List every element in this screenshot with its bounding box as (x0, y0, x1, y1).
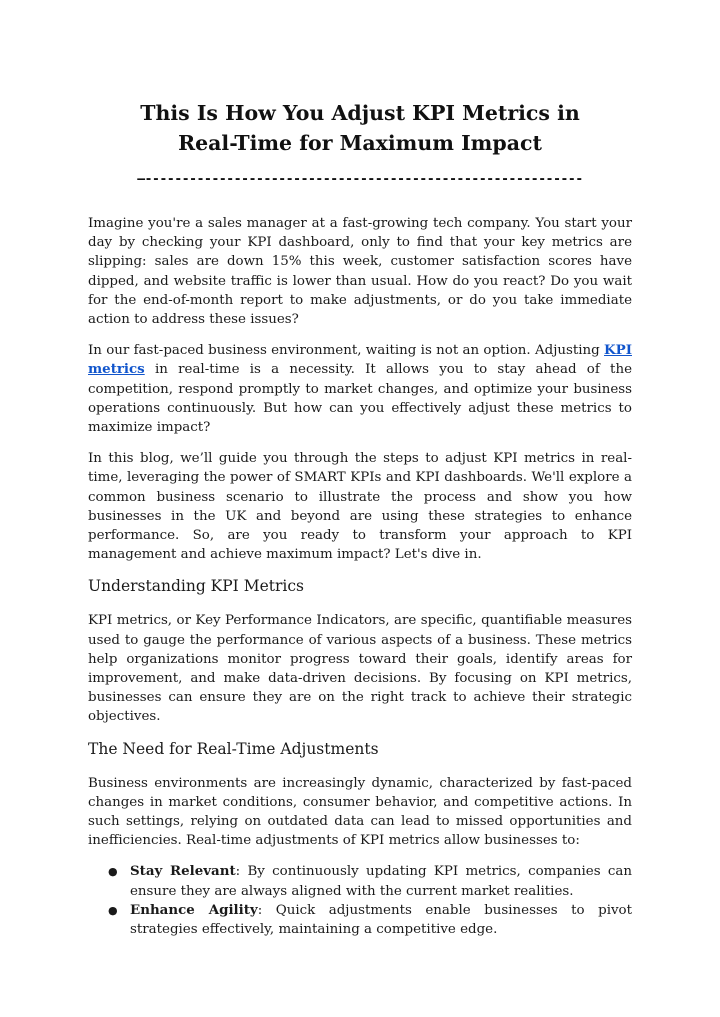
title-line-1: This Is How You Adjust KPI Metrics in (140, 101, 580, 125)
kpi-metrics-link[interactable]: KPI metrics (88, 342, 632, 378)
list-item (108, 901, 632, 939)
intro-paragraph: Imagine you're a sales manager at a fast-growing tech company. You start your day by checking your KPI dashboard, only to find that your key metrics are slipping: sales are down 15% this week, customer satisfaction scores have dipped, and website traffic is lower than usual. How do you react? Do you wait for the end-of-month report to make adjustments, or do you take immediate action to address these issues? (88, 216, 632, 328)
list-item-text: : By continuously updating KPI metrics, companies can ensure they are always aligned with the current market realities. (130, 864, 632, 899)
title-line-2: Real-Time for Maximum Impact (178, 131, 542, 155)
understanding-paragraph: KPI metrics, or Key Performance Indicators, are specific, quantifiable measures used to gauge the performance of various aspects of a business. These metrics help organizations monitor progress toward their goals, identify areas for improvement, and make data-driven decisions. By focusing on KPI metrics, businesses can ensure they are on the right track to achieve their strategic objectives. (88, 613, 632, 725)
list-item-term: Stay Relevant (130, 863, 236, 880)
article-body (88, 214, 632, 939)
bullet-icon: ● (108, 865, 118, 879)
context-paragraph (88, 341, 632, 437)
list-item (108, 862, 632, 900)
context-text-before: In our fast-paced business environment, waiting is not an option. Adjusting (88, 343, 605, 359)
section-heading-understanding: Understanding KPI Metrics (88, 577, 305, 596)
overview-paragraph: In this blog, we’ll guide you through the steps to adjust KPI metrics in real-time, leveraging the power of SMART KPIs and KPI dashboards. We'll explore a common business scenario to illustrate the process and show you how businesses in the UK and beyond are using these strategies to enhance performance. So, are you ready to transform your approach to KPI management and achieve maximum impact? Let's dive in. (88, 451, 632, 563)
list-item-text: : Quick adjustments enable businesses to pivot strategies effectively, maintaining a competitive edge. (130, 902, 632, 938)
list-item-term: Enhance Agility (130, 901, 258, 918)
benefits-list (88, 862, 632, 939)
context-text-after: in real-time is a necessity. It allows you to stay ahead of the competition, respond promptly to market changes, and optimize your business operations continuously. But how can you effectively adjust these metrics to maximize impact? (88, 362, 632, 436)
page-title (60, 98, 660, 158)
divider-line: —----------------------------------------------------------- (137, 172, 583, 187)
section-heading-real-time: The Need for Real-Time Adjustments (88, 739, 379, 758)
bullet-icon: ● (108, 903, 118, 917)
real-time-paragraph: Business environments are increasingly dynamic, characterized by fast-paced changes in market conditions, consumer behavior, and competitive actions. In such settings, relying on outdated data can lead to missed opportunities and inefficiencies. Real-time adjustments of KPI metrics allow businesses to: (88, 775, 632, 849)
